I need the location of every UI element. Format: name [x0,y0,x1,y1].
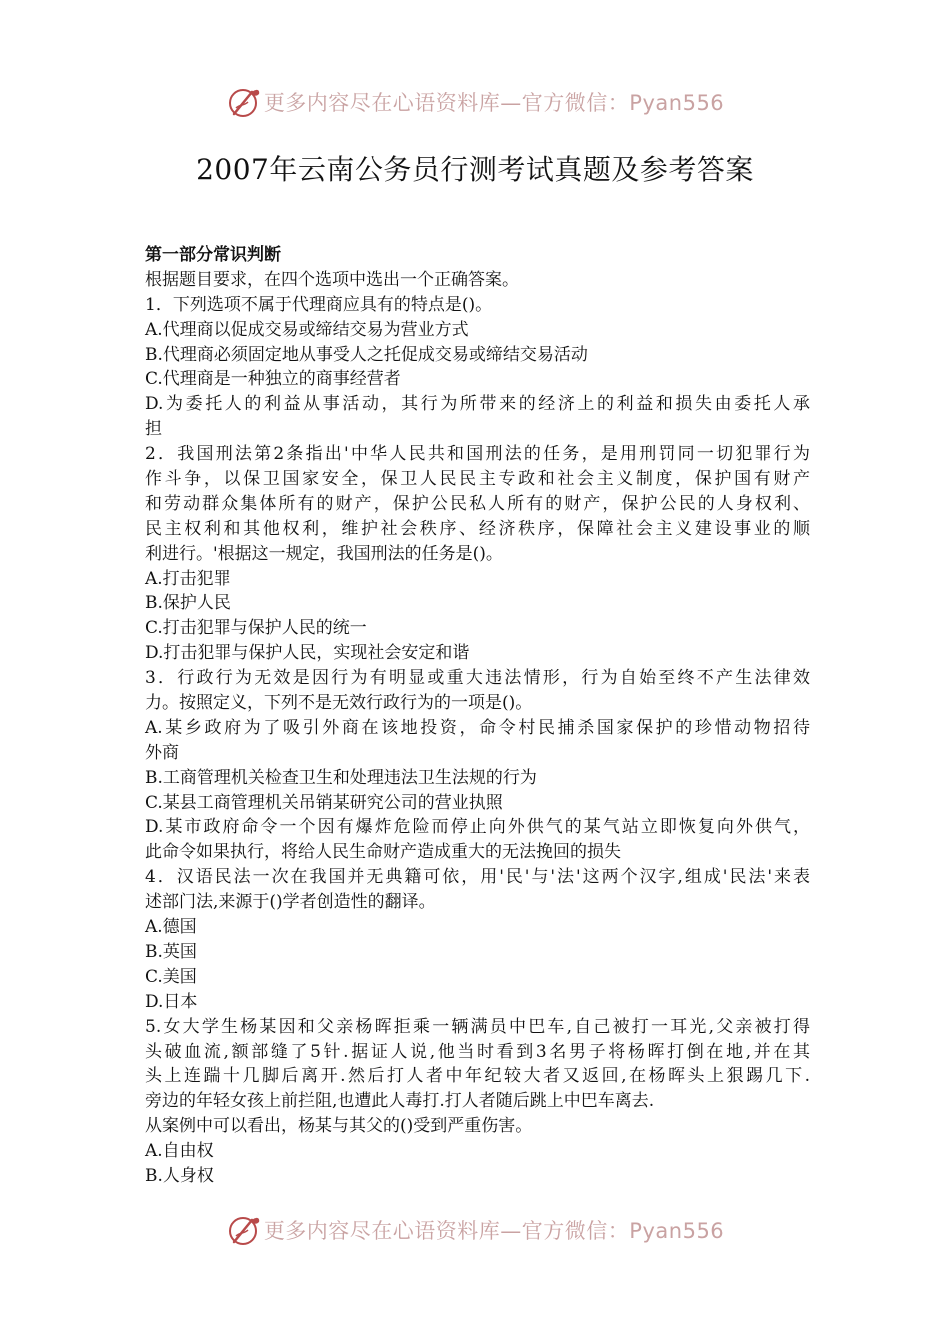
text-line: D.某市政府命令一个因有爆炸危险而停止向外供气的某气站立即恢复向外供气， [145,817,810,838]
document-body [145,243,810,1189]
text-line: 旁边的年轻女孩上前拦阻,也遭此人毒打.打人者随后跳上中巴车离去. [145,1091,655,1112]
text-line: D.为委托人的利益从事活动，其行为所带来的经济上的利益和损失由委托人承 [145,394,810,415]
text-line: B.代理商必须固定地从事受人之托促成交易或缔结交易活动 [145,344,588,365]
text-line: D.日本 [145,991,198,1012]
text-line: 4．汉语民法一次在我国并无典籍可依，用'民'与'法'这两个汉字,组成'民法'来表 [145,867,810,888]
text-line: C.打击犯罪与保护人民的统一 [145,618,367,639]
text-line: 头上连踹十几脚后离开.然后打人者中年纪较大者又返回,在杨晖头上狠踢几下. [145,1066,810,1087]
section-heading: 第一部分常识判断 [145,245,281,265]
text-line: 担 [145,419,162,440]
text-line: 根据题目要求，在四个选项中选出一个正确答案。 [145,269,519,290]
text-line: C.代理商是一种独立的商事经营者 [145,369,401,390]
text-line: 从案例中可以看出，杨某与其父的()受到严重伤害。 [145,1116,533,1137]
text-line: 2．我国刑法第2条指出'中华人民共和国刑法的任务，是用刑罚同一切犯罪行为 [145,444,810,465]
text-line: 头破血流,额部缝了5针.据证人说,他当时看到3名男子将杨晖打倒在地,并在其 [145,1041,810,1062]
watermark-text: 更多内容尽在心语资料库—官方微信：Pyan556 [263,91,725,115]
text-line: 和劳动群众集体所有的财产，保护公民私人所有的财产，保护公民的人身权利、 [145,493,810,514]
text-line: 5.女大学生杨某因和父亲杨晖拒乘一辆满员中巴车,自己被打一耳光,父亲被打得 [145,1016,810,1037]
text-line: 述部门法,来源于()学者创造性的翻译。 [145,892,436,913]
text-line: 3．行政行为无效是因行为有明显或重大违法情形，行为自始至终不产生法律效 [145,668,810,689]
text-line: A.自由权 [145,1141,214,1162]
quill-logo-icon [226,1212,262,1248]
text-line: 此命令如果执行，将给人民生命财产造成重大的无法挽回的损失 [145,842,621,863]
text-line: B.人身权 [145,1165,214,1186]
text-line: 力。按照定义，下列不是无效行政行为的一项是()。 [145,693,533,714]
document-title: 2007年云南公务员行测考试真题及参考答案 [196,153,754,186]
header-watermark-banner [0,82,950,122]
text-line: 外商 [145,742,179,763]
watermark-text: 更多内容尽在心语资料库—官方微信：Pyan556 [263,1219,725,1243]
text-line: A.打击犯罪 [145,568,231,589]
quill-logo-icon [226,84,262,120]
text-line: B.英国 [145,941,197,962]
text-line: C.美国 [145,966,197,987]
text-line: B.保护人民 [145,593,231,614]
text-line: A.代理商以促成交易或缔结交易为营业方式 [145,319,469,340]
text-line: A.德国 [145,917,197,938]
footer-watermark-banner [0,1210,950,1250]
text-line: D.打击犯罪与保护人民，实现社会安定和谐 [145,643,470,664]
text-line: 1．下列选项不属于代理商应具有的特点是()。 [145,294,493,315]
text-line: 民主权利和其他权利，维护社会秩序、经济秩序，保障社会主义建设事业的顺 [145,518,810,539]
text-line: C.某县工商管理机关吊销某研究公司的营业执照 [145,792,503,813]
text-line: 作斗争，以保卫国家安全，保卫人民民主专政和社会主义制度，保护国有财产 [145,469,810,490]
text-line: B.工商管理机关检查卫生和处理违法卫生法规的行为 [145,767,537,788]
text-line: 利进行。'根据这一规定，我国刑法的任务是()。 [145,543,503,564]
text-line: A.某乡政府为了吸引外商在该地投资，命令村民捕杀国家保护的珍惜动物招待 [145,717,810,738]
